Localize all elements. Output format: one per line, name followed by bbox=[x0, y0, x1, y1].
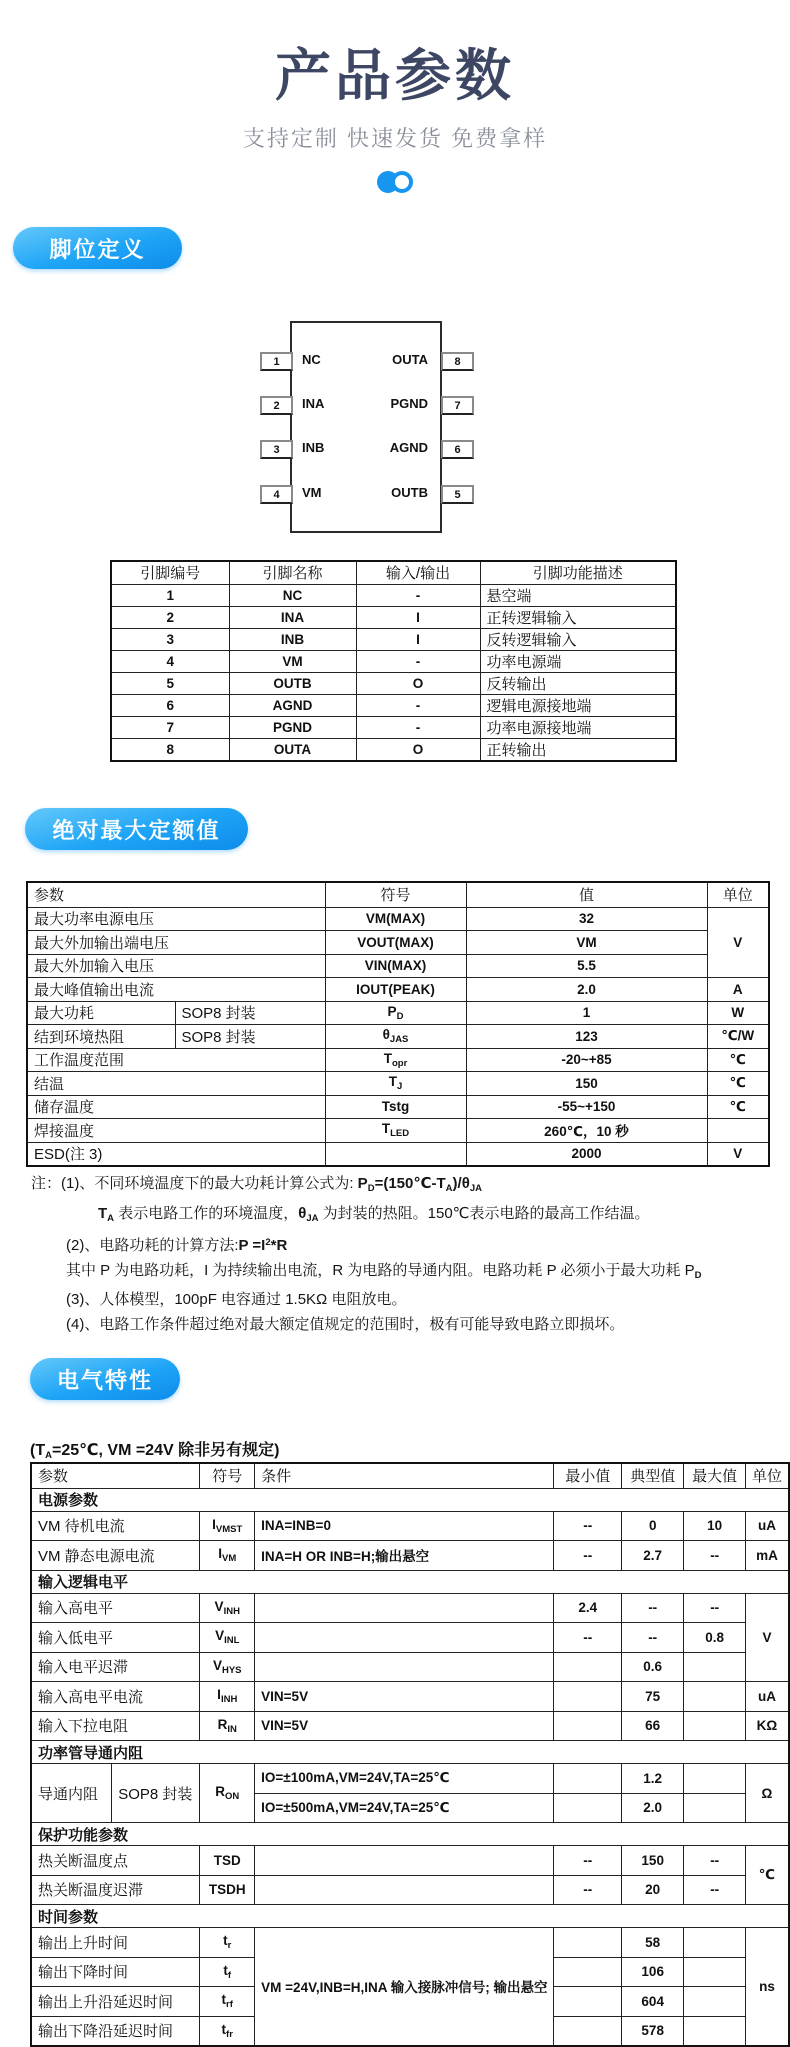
pin-number-3: 3 bbox=[260, 440, 293, 459]
table-cell: 7 bbox=[111, 716, 229, 738]
table-cell: 2.4 bbox=[554, 1593, 621, 1623]
table-cell bbox=[554, 1928, 621, 1958]
pin-label-OUTB: OUTB bbox=[391, 485, 428, 500]
table-row bbox=[27, 1072, 769, 1096]
table-cell: VIN(MAX) bbox=[325, 954, 466, 978]
text-segment: JA bbox=[469, 1183, 482, 1194]
table-cell: 参数 bbox=[27, 882, 325, 907]
table-cell: 时间参数 bbox=[31, 1905, 789, 1928]
table-cell: 正转输出 bbox=[480, 738, 676, 761]
table-cell: -- bbox=[684, 1846, 746, 1876]
table-row bbox=[111, 672, 676, 694]
table-cell: TSDH bbox=[200, 1875, 255, 1905]
table-cell: 最大功耗 bbox=[27, 1001, 175, 1025]
table-row bbox=[31, 1541, 789, 1571]
text-segment: D bbox=[694, 1269, 702, 1281]
table-cell: PGND bbox=[229, 716, 356, 738]
electrical-characteristics-table bbox=[30, 1462, 790, 2047]
table-row bbox=[31, 1905, 789, 1928]
table-row bbox=[31, 1463, 789, 1488]
pin-number-6: 6 bbox=[441, 440, 474, 459]
table-cell: 1.2 bbox=[621, 1764, 683, 1794]
table-cell: ℃ bbox=[745, 1846, 789, 1905]
text-segment: 为封装的热阻。150℃表示电路的最高工作结温。 bbox=[318, 1204, 650, 1222]
table-cell: VM =24V,INB=H,INA 输入接脉冲信号; 输出悬空 bbox=[255, 1928, 554, 2046]
table-cell: 5.5 bbox=[466, 954, 707, 978]
table-cell: NC bbox=[229, 584, 356, 606]
table-cell: 热关断温度迟滞 bbox=[31, 1875, 200, 1905]
table-cell bbox=[554, 1711, 621, 1741]
table-cell: 正转逻辑输入 bbox=[480, 606, 676, 628]
table-cell: I bbox=[356, 606, 480, 628]
table-cell: $t_r$ bbox=[200, 1928, 255, 1958]
pin-label-AGND: AGND bbox=[389, 440, 428, 455]
table-cell bbox=[684, 1682, 746, 1712]
absolute-maximum-ratings-table bbox=[26, 881, 770, 1167]
table-cell: - bbox=[356, 650, 480, 672]
table-cell: 输出下降时间 bbox=[31, 1957, 200, 1987]
table-cell: 最大值 bbox=[684, 1463, 746, 1488]
table-cell bbox=[684, 1987, 746, 2017]
table-cell: 578 bbox=[621, 2016, 683, 2046]
text-segment: P =I bbox=[238, 1237, 266, 1254]
table-cell: 10 bbox=[684, 1511, 746, 1541]
table-cell bbox=[554, 1764, 621, 1794]
table-row bbox=[27, 931, 769, 955]
table-cell: 6 bbox=[111, 694, 229, 716]
table-cell: ℃ bbox=[707, 1095, 769, 1119]
table-row bbox=[31, 1511, 789, 1541]
table-cell: 热关断温度点 bbox=[31, 1846, 200, 1876]
text-segment: A bbox=[107, 1212, 115, 1224]
table-cell: INB bbox=[229, 628, 356, 650]
table-cell: IOUT(PEAK) bbox=[325, 978, 466, 1002]
table-cell: 输入电平迟滞 bbox=[31, 1652, 200, 1682]
table-cell: -- bbox=[621, 1593, 683, 1623]
table-cell: $P_D$ bbox=[325, 1001, 466, 1025]
table-row bbox=[31, 1593, 789, 1623]
table-cell: VIN=5V bbox=[255, 1682, 554, 1712]
table-cell: VIN=5V bbox=[255, 1711, 554, 1741]
table-cell: 604 bbox=[621, 1987, 683, 2017]
table-cell: O bbox=[356, 738, 480, 761]
table-cell: SOP8 封装 bbox=[175, 1001, 325, 1025]
table-cell: 输入高电平 bbox=[31, 1593, 200, 1623]
table-cell: AGND bbox=[229, 694, 356, 716]
pin-number-1: 1 bbox=[260, 352, 293, 371]
table-cell: VM bbox=[466, 931, 707, 955]
table-cell: $V_{HYS}$ bbox=[200, 1652, 255, 1682]
text-segment: A bbox=[45, 1450, 52, 1461]
table-cell: 条件 bbox=[255, 1463, 554, 1488]
table-row bbox=[111, 738, 676, 761]
table-cell: W bbox=[707, 1001, 769, 1025]
table-row bbox=[31, 1711, 789, 1741]
table-cell: 保护功能参数 bbox=[31, 1823, 789, 1846]
pin-number-8: 8 bbox=[441, 352, 474, 371]
table-cell: uA bbox=[745, 1682, 789, 1712]
pin-label-INA: INA bbox=[302, 396, 325, 411]
table-cell: 2000 bbox=[466, 1142, 707, 1166]
pin-label-VM: VM bbox=[302, 485, 322, 500]
table-cell: 值 bbox=[466, 882, 707, 907]
table-row bbox=[31, 1741, 789, 1764]
table-cell: 功率电源端 bbox=[480, 650, 676, 672]
table-row bbox=[27, 954, 769, 978]
table-row bbox=[111, 606, 676, 628]
table-cell: 结到环境热阻 bbox=[27, 1025, 175, 1049]
table-row bbox=[27, 1119, 769, 1143]
table-row bbox=[27, 907, 769, 931]
section-badge-pin-definition: 脚位定义 bbox=[13, 227, 182, 269]
table-cell: $T_{opr}$ bbox=[325, 1048, 466, 1072]
table-cell: ns bbox=[745, 1928, 789, 2046]
note-line bbox=[30, 1202, 770, 1232]
table-row bbox=[31, 1488, 789, 1511]
table-cell: 电源参数 bbox=[31, 1488, 789, 1511]
table-cell: 输入/输出 bbox=[356, 561, 480, 584]
table-row bbox=[27, 1048, 769, 1072]
text-segment: D bbox=[367, 1183, 375, 1194]
table-cell: $R_{IN}$ bbox=[200, 1711, 255, 1741]
table-cell: 输入下拉电阻 bbox=[31, 1711, 200, 1741]
table-cell: 反转输出 bbox=[480, 672, 676, 694]
table-row bbox=[27, 978, 769, 1002]
table-cell: V bbox=[745, 1593, 789, 1682]
section-badge-absolute-maximum: 绝对最大定额值 bbox=[25, 808, 248, 850]
pin-label-INB: INB bbox=[302, 440, 325, 455]
text-segment: (3)、人体模型，100pF 电容通过 1.5KΩ 电阻放电。 bbox=[66, 1291, 407, 1308]
table-cell: 2.0 bbox=[466, 978, 707, 1002]
absolute-maximum-notes bbox=[30, 1172, 770, 1337]
table-cell: VM bbox=[229, 650, 356, 672]
table-cell: INA=H OR INB=H;输出悬空 bbox=[255, 1541, 554, 1571]
table-row bbox=[111, 584, 676, 606]
table-cell: A bbox=[707, 978, 769, 1002]
table-row bbox=[111, 716, 676, 738]
table-cell: V bbox=[707, 1142, 769, 1166]
table-cell: OUTA bbox=[229, 738, 356, 761]
text-segment: =(150℃-T bbox=[374, 1175, 446, 1192]
table-cell: 输出上升时间 bbox=[31, 1928, 200, 1958]
table-cell: 最大功率电源电压 bbox=[27, 907, 325, 931]
table-cell: 功率管导通内阻 bbox=[31, 1741, 789, 1764]
table-row bbox=[31, 1570, 789, 1593]
table-cell: mA bbox=[745, 1541, 789, 1571]
table-cell bbox=[554, 2016, 621, 2046]
table-row bbox=[31, 1928, 789, 1958]
pin-number-5: 5 bbox=[441, 485, 474, 504]
table-cell: OUTB bbox=[229, 672, 356, 694]
table-cell bbox=[554, 1682, 621, 1712]
table-cell: 5 bbox=[111, 672, 229, 694]
table-cell: 4 bbox=[111, 650, 229, 672]
table-cell: 2 bbox=[111, 606, 229, 628]
table-cell: -- bbox=[621, 1623, 683, 1653]
table-cell: - bbox=[356, 716, 480, 738]
table-cell: $T_J$ bbox=[325, 1072, 466, 1096]
table-cell: V bbox=[707, 907, 769, 978]
table-cell: $T_{LED}$ bbox=[325, 1119, 466, 1143]
text-segment: 2 bbox=[265, 1237, 271, 1248]
note-line bbox=[30, 1172, 770, 1202]
table-cell: $R_{ON}$ bbox=[200, 1764, 255, 1823]
table-row bbox=[31, 1652, 789, 1682]
text-segment: (4)、电路工作条件超过绝对最大额定值规定的范围时，极有可能导致电路立即损坏。 bbox=[66, 1315, 625, 1333]
table-cell: 2.7 bbox=[621, 1541, 683, 1571]
table-cell: 最小值 bbox=[554, 1463, 621, 1488]
table-cell: 焊接温度 bbox=[27, 1119, 325, 1143]
text-segment: 表示电路工作的环境温度， bbox=[114, 1204, 299, 1222]
chip-pinout-diagram bbox=[260, 321, 472, 533]
table-cell: 260℃，10 秒 bbox=[466, 1119, 707, 1143]
table-cell: 单位 bbox=[745, 1463, 789, 1488]
text-segment: (T bbox=[30, 1442, 46, 1459]
table-cell: 58 bbox=[621, 1928, 683, 1958]
pin-definition-table bbox=[110, 560, 677, 762]
electrical-test-conditions bbox=[30, 1437, 279, 1461]
table-cell: IO=±100mA,VM=24V,TA=25℃ bbox=[255, 1764, 554, 1794]
table-cell: ℃/W bbox=[707, 1025, 769, 1049]
table-cell: 引脚名称 bbox=[229, 561, 356, 584]
pin-label-PGND: PGND bbox=[390, 396, 428, 411]
table-cell: 1 bbox=[111, 584, 229, 606]
table-cell: 150 bbox=[621, 1846, 683, 1876]
table-row bbox=[27, 1001, 769, 1025]
pin-label-OUTA: OUTA bbox=[392, 352, 428, 367]
table-cell: 输入逻辑电平 bbox=[31, 1570, 789, 1593]
text-segment: 注：(1)、不同环境温度下的最大功耗计算公式为: bbox=[31, 1175, 358, 1192]
table-cell: ESD(注 3) bbox=[27, 1142, 325, 1166]
table-cell bbox=[255, 1593, 554, 1623]
table-cell: 2.0 bbox=[621, 1793, 683, 1823]
table-cell: 0.6 bbox=[621, 1652, 683, 1682]
note-line bbox=[30, 1231, 770, 1259]
table-cell: 123 bbox=[466, 1025, 707, 1049]
table-row bbox=[27, 1025, 769, 1049]
note-line bbox=[30, 1313, 770, 1338]
table-cell: VM 静态电源电流 bbox=[31, 1541, 200, 1571]
table-cell: KΩ bbox=[745, 1711, 789, 1741]
table-cell bbox=[684, 1764, 746, 1794]
table-cell: -- bbox=[684, 1593, 746, 1623]
table-row bbox=[31, 1846, 789, 1876]
page-subtitle: 支持定制 快速发货 免费拿样 bbox=[242, 126, 548, 151]
table-row bbox=[111, 694, 676, 716]
table-cell: VM 待机电流 bbox=[31, 1511, 200, 1541]
table-cell: ℃ bbox=[707, 1072, 769, 1096]
table-cell bbox=[554, 1793, 621, 1823]
table-cell: 0 bbox=[621, 1511, 683, 1541]
table-cell: 功率电源接地端 bbox=[480, 716, 676, 738]
table-cell: 0.8 bbox=[684, 1623, 746, 1653]
table-row bbox=[31, 1682, 789, 1712]
table-cell: VM(MAX) bbox=[325, 907, 466, 931]
text-segment: A bbox=[445, 1183, 453, 1194]
pin-number-4: 4 bbox=[260, 485, 293, 504]
table-cell: 输入低电平 bbox=[31, 1623, 200, 1653]
table-cell: -- bbox=[554, 1511, 621, 1541]
table-cell: IO=±500mA,VM=24V,TA=25℃ bbox=[255, 1793, 554, 1823]
table-cell: 结温 bbox=[27, 1072, 325, 1096]
table-cell: TSD bbox=[200, 1846, 255, 1876]
table-cell: 储存温度 bbox=[27, 1095, 325, 1119]
table-cell: SOP8 封装 bbox=[112, 1764, 200, 1823]
table-cell: 150 bbox=[466, 1072, 707, 1096]
table-cell: $\theta_{JAS}$ bbox=[325, 1025, 466, 1049]
table-cell: 32 bbox=[466, 907, 707, 931]
table-row bbox=[31, 1623, 789, 1653]
table-cell: Ω bbox=[745, 1764, 789, 1823]
note-line bbox=[30, 1259, 770, 1289]
table-cell: 1 bbox=[466, 1001, 707, 1025]
table-cell: 导通内阻 bbox=[31, 1764, 112, 1823]
table-cell: $I_{VM}$ bbox=[200, 1541, 255, 1571]
text-segment: =25℃, VM =24V 除非另有规定) bbox=[51, 1442, 280, 1459]
text-segment: 其中 P 为电路功耗，I 为持续输出电流，R 为电路的导通内阻。电路功耗 P 必须小于最大功耗 P bbox=[66, 1261, 695, 1279]
section-badge-electrical-characteristics: 电气特性 bbox=[30, 1358, 180, 1400]
table-cell: INA=INB=0 bbox=[255, 1511, 554, 1541]
table-cell: 输出上升沿延迟时间 bbox=[31, 1987, 200, 2017]
table-cell: 符号 bbox=[325, 882, 466, 907]
table-cell: uA bbox=[745, 1511, 789, 1541]
table-cell bbox=[554, 1987, 621, 2017]
table-cell: INA bbox=[229, 606, 356, 628]
table-cell: 最大外加输出端电压 bbox=[27, 931, 325, 955]
table-cell: 参数 bbox=[31, 1463, 200, 1488]
table-cell: -- bbox=[554, 1875, 621, 1905]
table-cell: -- bbox=[684, 1875, 746, 1905]
table-cell: 单位 bbox=[707, 882, 769, 907]
table-cell bbox=[684, 2016, 746, 2046]
table-cell: $V_{INL}$ bbox=[200, 1623, 255, 1653]
table-cell bbox=[684, 1928, 746, 1958]
text-segment: P bbox=[357, 1175, 368, 1192]
table-row bbox=[27, 882, 769, 907]
table-cell: I bbox=[356, 628, 480, 650]
table-row bbox=[31, 1764, 789, 1794]
table-cell bbox=[707, 1119, 769, 1143]
table-cell: ℃ bbox=[707, 1048, 769, 1072]
table-cell: Tstg bbox=[325, 1095, 466, 1119]
table-cell: 悬空端 bbox=[480, 584, 676, 606]
table-cell: 20 bbox=[621, 1875, 683, 1905]
table-cell: 66 bbox=[621, 1711, 683, 1741]
table-cell: 反转逻辑输入 bbox=[480, 628, 676, 650]
table-cell: SOP8 封装 bbox=[175, 1025, 325, 1049]
table-row bbox=[27, 1142, 769, 1166]
table-cell: 引脚功能描述 bbox=[480, 561, 676, 584]
table-cell bbox=[684, 1957, 746, 1987]
table-cell: -- bbox=[684, 1541, 746, 1571]
table-cell: 引脚编号 bbox=[111, 561, 229, 584]
pin-number-7: 7 bbox=[441, 396, 474, 415]
table-cell: 最大外加输入电压 bbox=[27, 954, 325, 978]
table-cell bbox=[255, 1875, 554, 1905]
logo-ring-circle-icon bbox=[391, 171, 413, 193]
pin-number-2: 2 bbox=[260, 396, 293, 415]
table-cell: $V_{INH}$ bbox=[200, 1593, 255, 1623]
text-segment: *R bbox=[270, 1237, 288, 1254]
table-row bbox=[111, 561, 676, 584]
table-cell: 最大峰值输出电流 bbox=[27, 978, 325, 1002]
table-cell: 逻辑电源接地端 bbox=[480, 694, 676, 716]
table-cell bbox=[255, 1846, 554, 1876]
text-segment: T bbox=[98, 1204, 108, 1222]
table-cell: 106 bbox=[621, 1957, 683, 1987]
table-cell: $t_f$ bbox=[200, 1957, 255, 1987]
table-cell: -- bbox=[554, 1541, 621, 1571]
table-cell: $t_{rf}$ bbox=[200, 1987, 255, 2017]
table-cell: 典型值 bbox=[621, 1463, 683, 1488]
text-segment: JA bbox=[306, 1212, 319, 1224]
table-row bbox=[31, 1823, 789, 1846]
table-cell bbox=[554, 1957, 621, 1987]
table-cell: -- bbox=[554, 1623, 621, 1653]
table-cell: 符号 bbox=[200, 1463, 255, 1488]
table-cell: 工作温度范围 bbox=[27, 1048, 325, 1072]
table-cell: 3 bbox=[111, 628, 229, 650]
table-cell: $t_{fr}$ bbox=[200, 2016, 255, 2046]
table-cell: $I_{VMST}$ bbox=[200, 1511, 255, 1541]
text-segment: )/θ bbox=[452, 1175, 470, 1192]
table-row bbox=[111, 650, 676, 672]
table-cell: - bbox=[356, 694, 480, 716]
table-cell bbox=[554, 1652, 621, 1682]
table-cell: 8 bbox=[111, 738, 229, 761]
table-cell: -- bbox=[554, 1846, 621, 1876]
table-cell bbox=[684, 1711, 746, 1741]
note-line bbox=[30, 1288, 770, 1313]
table-row bbox=[111, 628, 676, 650]
table-cell: - bbox=[356, 584, 480, 606]
brand-logo-icon bbox=[377, 171, 415, 193]
text-segment: θ bbox=[298, 1204, 307, 1222]
table-cell bbox=[325, 1142, 466, 1166]
table-cell: -20~+85 bbox=[466, 1048, 707, 1072]
table-cell: 输出下降沿延迟时间 bbox=[31, 2016, 200, 2046]
table-row bbox=[31, 1875, 789, 1905]
table-cell: 输入高电平电流 bbox=[31, 1682, 200, 1712]
pin-label-NC: NC bbox=[302, 352, 321, 367]
table-cell: -55~+150 bbox=[466, 1095, 707, 1119]
table-cell: 75 bbox=[621, 1682, 683, 1712]
table-cell: O bbox=[356, 672, 480, 694]
table-row bbox=[27, 1095, 769, 1119]
table-cell bbox=[255, 1652, 554, 1682]
page-title: 产品参数 bbox=[275, 44, 515, 107]
text-segment: (2)、电路功耗的计算方法: bbox=[66, 1237, 239, 1254]
table-cell: $I_{INH}$ bbox=[200, 1682, 255, 1712]
table-cell bbox=[684, 1793, 746, 1823]
table-cell bbox=[684, 1652, 746, 1682]
table-cell bbox=[255, 1623, 554, 1653]
table-cell: VOUT(MAX) bbox=[325, 931, 466, 955]
